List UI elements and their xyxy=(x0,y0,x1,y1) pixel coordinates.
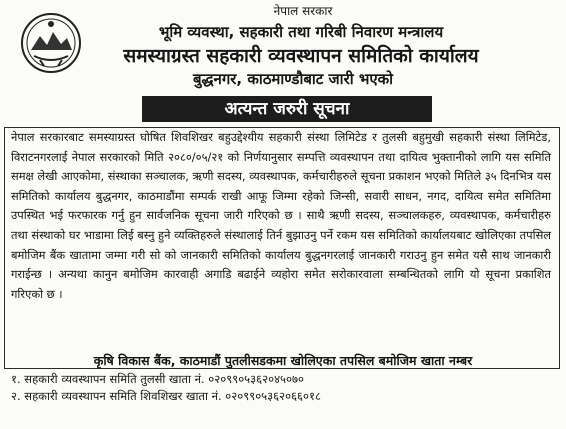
office-name: समस्याग्रस्त सहकारी व्यवस्थापन समितिको कार्यालय xyxy=(123,45,479,67)
account-item: १. सहकारी व्यवस्थापन समिति तुलसी खाता नं. ०२०९९०५३६२०४५०७० xyxy=(11,372,304,386)
ministry-name: भूमि व्यवस्था, सहकारी तथा गरिबी निवारण मन्त्रालय xyxy=(158,23,444,41)
country-name: नेपाल सरकार xyxy=(273,4,333,18)
urgent-notice-banner: अत्यन्त जरुरी सूचना xyxy=(142,96,432,122)
notice-body-text: नेपाल सरकारबाट समस्याग्रस्त घोषित शिवशिखर बहुउद्देश्यीय सहकारी संस्था लिमिटेड र तुलसी बहुमुखी सहकारी संस्था लिमिटेड, विराटनगरलाई नेपाल सरकारको मिति २०८०/०५/२१ को निर्णयानुसार सम्पत्ति व्यवस्थापन तथा दायित्व भुक्तानीको लागि यस समिति समक्ष लेखी आएकोमा, संस्थाका सञ्चालक, ऋणी सदस्य, व्यवस्थापक, कर्मचारीहरुले सूचना प्रकाशन भएको मितिले ३५ दिनभित्र यस समितिको कार्यालय बुद्धनगर, काठमाडौंमा सम्पर्क राखी आफू जिम्मा रहेको जिन्सी, सवारी साधन, नगद, दायित्व समेत समितिमा उपस्थित भई फरफारक गर्नु हुन सार्वजनिक सूचना जारी गरिएको छ । साथै ऋणी सदस्य, सञ्चालकहरु, व्यवस्थापक, कर्मचारीहरु तथा संस्थाको घर भाडामा लिई बस्नु हुने व्यक्तिहरुले संस्थालाई तिर्न बुझाउनु पर्ने रकम यस समितिको कार्यालयबाट खोलिएका तपसिल बमोजिम बैंक खातामा जम्मा गरी सो को जानकारी समितिको कार्यालय बुद्धनगरलाई जानकारी गराउनु हुन समेत यसै साथ जानकारी गराईन्छ । अन्यथा कानुन बमोजिम कारवाही अगाडि बढाईने व्यहोरा समेत सरोकारवाला सम्बन्धितको लागि यो सूचना प्रकाशित गरिएको छ । xyxy=(11,130,551,301)
issued-from: बुद्धनगर, काठमाण्डौबाट जारी भएको xyxy=(192,70,394,88)
bank-accounts-heading: कृषि विकास बैंक, काठमाडौं पुतलीसडकमा खोलिएका तपसिल बमोजिम खाता नम्बर xyxy=(93,353,473,368)
account-item: २. सहकारी व्यवस्थापन समिति शिवशिखर खाता नं. ०२०९९०५३६२०६६०१८ xyxy=(11,389,321,403)
